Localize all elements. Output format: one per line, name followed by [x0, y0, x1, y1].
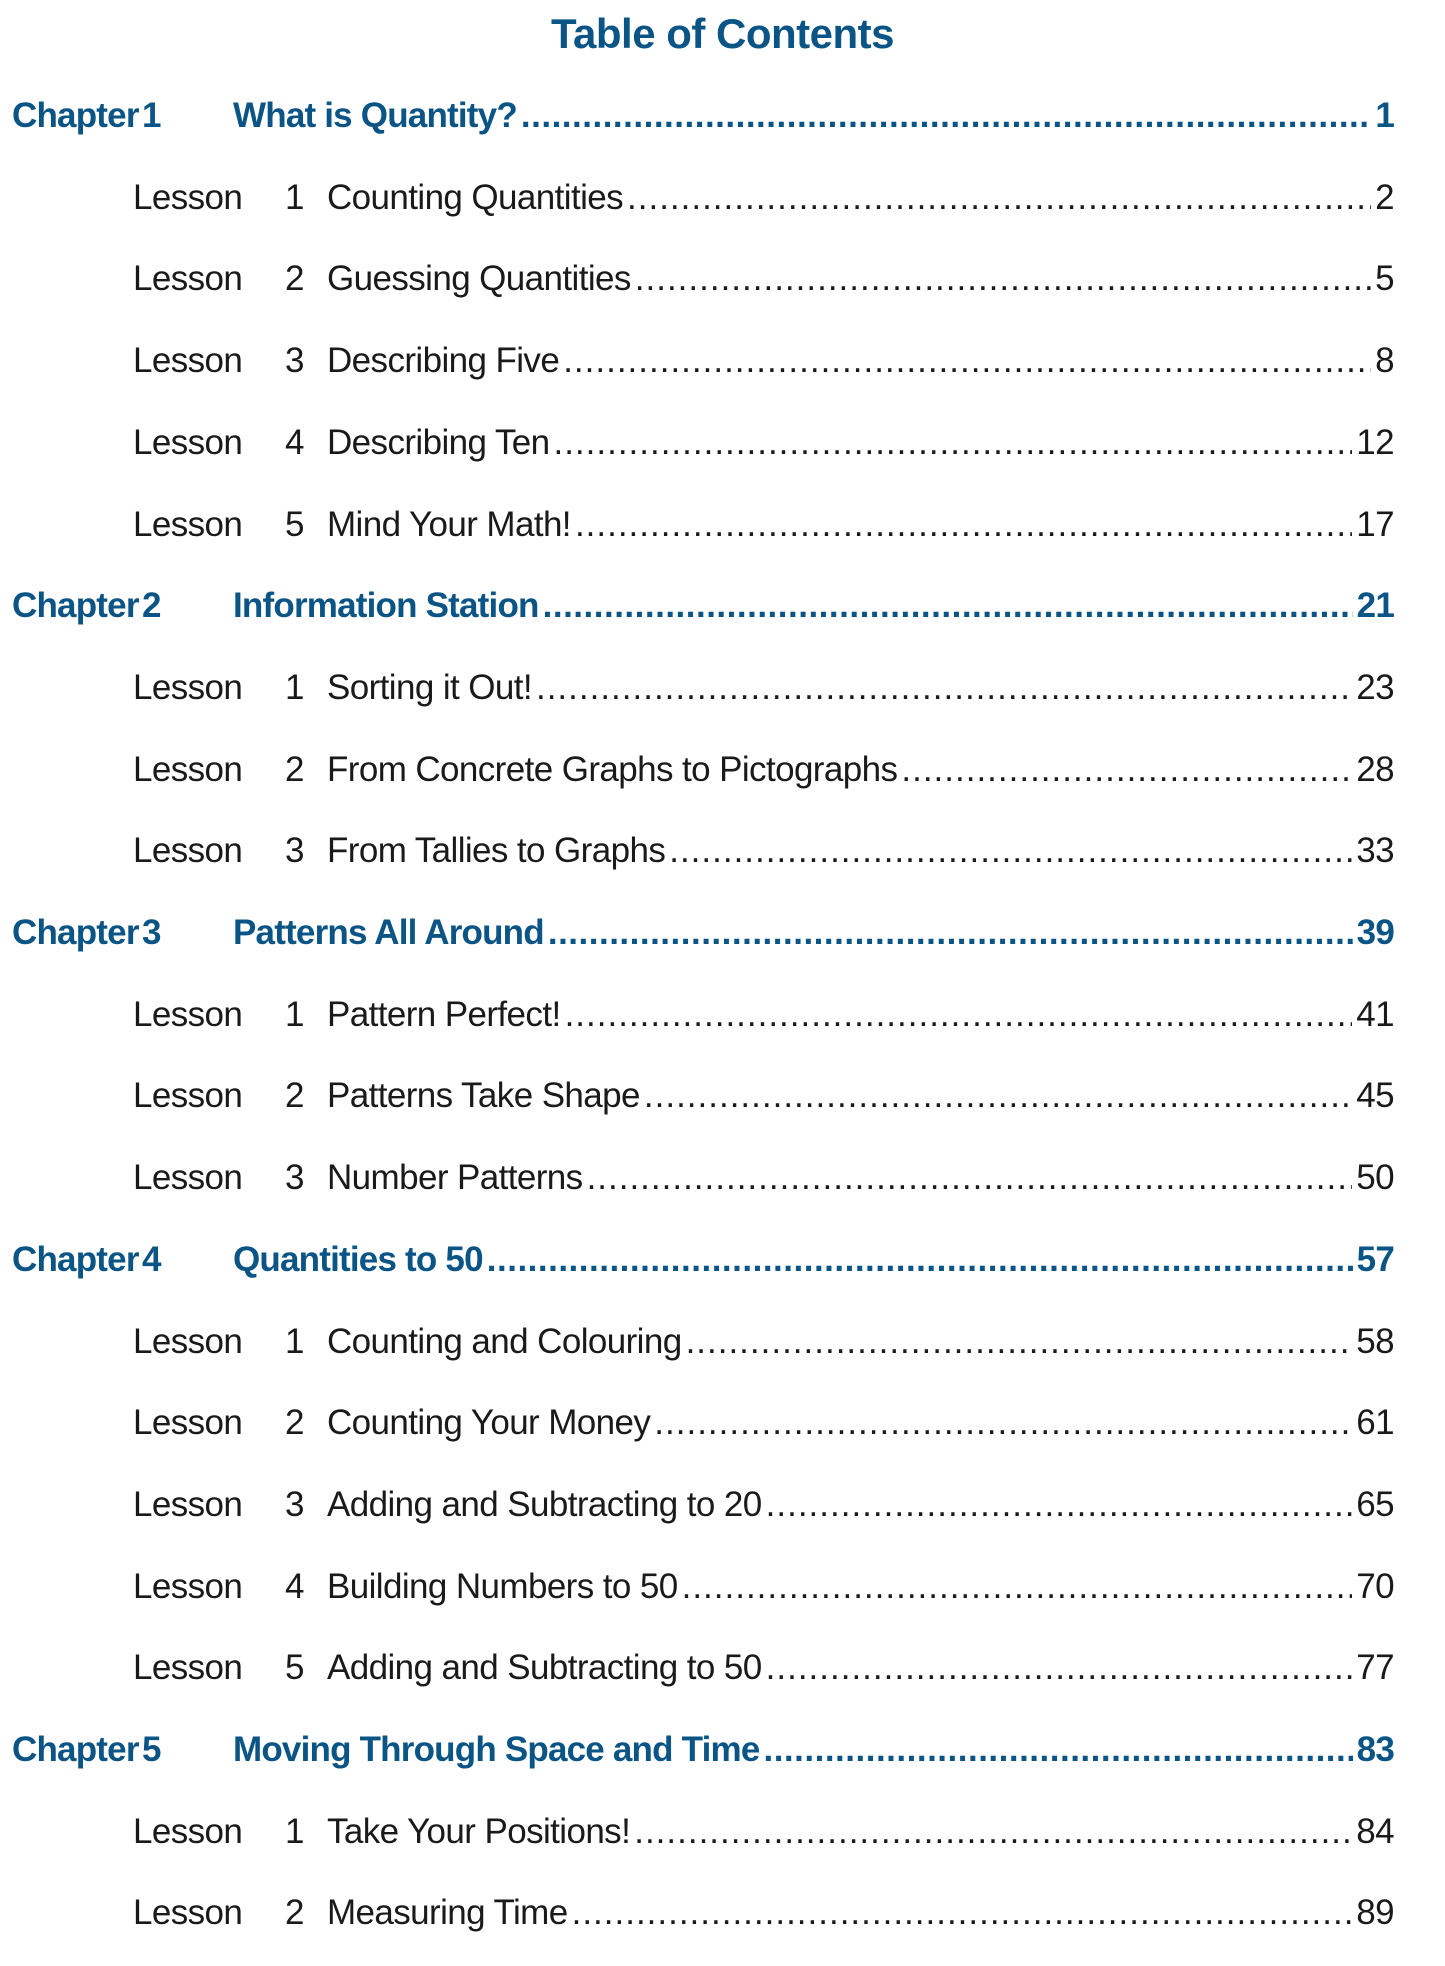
entry-number: 5 [285, 504, 304, 544]
dot-leader [682, 1567, 1353, 1607]
toc-lesson-entry[interactable] [0, 1158, 1394, 1208]
toc-chapter-entry[interactable] [0, 1730, 1394, 1780]
entry-page-number: 70 [1356, 1566, 1394, 1606]
entry-label: Chapter [12, 1730, 139, 1769]
entry-title: Mind Your Math! [327, 504, 571, 544]
entry-label: Chapter [12, 96, 139, 135]
dot-leader [563, 341, 1371, 381]
entry-page-number: 45 [1356, 1076, 1394, 1116]
dot-leader [669, 831, 1352, 871]
entry-page-number: 65 [1356, 1484, 1394, 1524]
entry-label: Lesson [133, 1321, 243, 1361]
entry-label: Lesson [133, 177, 243, 217]
entry-number: 1 [285, 1321, 304, 1361]
entry-title: Counting Quantities [327, 177, 624, 217]
entry-label: Lesson [133, 1566, 243, 1606]
entry-number: 1 [285, 1811, 304, 1851]
entry-number: 2 [285, 749, 304, 789]
entry-title: Quantities to 50 [233, 1239, 483, 1279]
entry-title: Adding and Subtracting to 50 [327, 1648, 762, 1688]
entry-page-number: 28 [1356, 749, 1394, 789]
entry-label: Lesson [133, 1076, 243, 1116]
toc-lesson-entry[interactable] [0, 995, 1394, 1045]
entry-number: 3 [285, 1158, 304, 1198]
entry-label: Lesson [133, 1484, 243, 1524]
toc-lesson-entry[interactable] [0, 1567, 1394, 1617]
dot-leader [627, 178, 1371, 218]
dot-leader [686, 1322, 1353, 1362]
dot-leader [644, 1076, 1352, 1116]
dot-leader [763, 1730, 1352, 1770]
entry-page-number: 33 [1356, 831, 1394, 871]
entry-page-number: 77 [1356, 1648, 1394, 1688]
entry-number: 5 [285, 1648, 304, 1688]
entry-number: 1 [285, 177, 304, 217]
entry-number: 1 [285, 667, 304, 707]
entry-label: Chapter [12, 1239, 139, 1279]
entry-page-number: 17 [1356, 504, 1394, 544]
dot-leader [572, 1893, 1353, 1933]
toc-lesson-entry[interactable] [0, 1322, 1394, 1372]
entry-number: 4 [285, 422, 304, 462]
entry-label: Lesson [133, 1811, 243, 1851]
entry-label: Chapter [12, 586, 139, 626]
entry-page-number: 23 [1356, 667, 1394, 707]
toc-lesson-entry[interactable] [0, 831, 1394, 881]
entry-label: Lesson [133, 1648, 243, 1688]
entry-page-number: 58 [1356, 1321, 1394, 1361]
entry-page-number: 41 [1356, 994, 1394, 1034]
entry-page-number: 84 [1356, 1811, 1394, 1851]
toc-lesson-entry[interactable] [0, 668, 1394, 718]
entry-title: Describing Five [327, 341, 560, 381]
entry-page-number: 89 [1356, 1893, 1394, 1933]
entry-label: Lesson [133, 259, 243, 299]
entry-title: Pattern Perfect! [327, 994, 561, 1034]
entry-number: 5 [142, 1730, 161, 1769]
entry-title: Patterns Take Shape [327, 1076, 640, 1116]
toc-lesson-entry[interactable] [0, 505, 1394, 555]
entry-label: Lesson [133, 831, 243, 871]
toc-lesson-entry[interactable] [0, 750, 1394, 800]
entry-number: 1 [285, 994, 304, 1034]
toc-lesson-entry[interactable] [0, 1076, 1394, 1126]
entry-page-number: 5 [1375, 259, 1394, 299]
entry-page-number: 57 [1356, 1239, 1394, 1279]
entry-title: From Tallies to Graphs [327, 831, 666, 871]
toc-lesson-entry[interactable] [0, 423, 1394, 473]
entry-title: What is Quantity? [233, 96, 517, 135]
entry-page-number: 8 [1375, 341, 1394, 381]
entry-page-number: 83 [1356, 1730, 1394, 1769]
toc-lesson-entry[interactable] [0, 259, 1394, 309]
entry-number: 2 [285, 259, 304, 299]
page-title: Table of Contents [550, 10, 895, 57]
toc-chapter-entry[interactable] [0, 1240, 1394, 1290]
entry-title: Moving Through Space and Time [233, 1730, 760, 1769]
toc-lesson-entry[interactable] [0, 1485, 1394, 1535]
entry-number: 2 [285, 1403, 304, 1443]
dot-leader [487, 1240, 1353, 1280]
entry-number: 4 [142, 1239, 161, 1279]
toc-lesson-entry[interactable] [0, 1812, 1394, 1862]
entry-label: Lesson [133, 1158, 243, 1198]
dot-leader [901, 750, 1352, 790]
entry-title: Building Numbers to 50 [327, 1566, 678, 1606]
entry-title: From Concrete Graphs to Pictographs [327, 749, 898, 789]
dot-leader [553, 423, 1352, 463]
entry-label: Lesson [133, 667, 243, 707]
entry-title: Number Patterns [327, 1158, 583, 1198]
toc-chapter-entry[interactable] [0, 96, 1394, 146]
entry-title: Measuring Time [327, 1893, 568, 1933]
entry-label: Lesson [133, 1893, 243, 1933]
dot-leader [634, 1812, 1352, 1852]
entry-label: Lesson [133, 341, 243, 381]
entry-page-number: 12 [1356, 422, 1394, 462]
dot-leader [766, 1485, 1353, 1525]
entry-page-number: 21 [1356, 586, 1394, 626]
toc-chapter-entry[interactable] [0, 586, 1394, 636]
dot-leader [536, 668, 1352, 708]
toc-lesson-entry[interactable] [0, 1648, 1394, 1698]
entry-page-number: 2 [1375, 177, 1394, 217]
dot-leader [548, 913, 1353, 953]
entry-label: Lesson [133, 749, 243, 789]
entry-title: Describing Ten [327, 422, 550, 462]
entry-label: Lesson [133, 422, 243, 462]
entry-label: Lesson [133, 504, 243, 544]
dot-leader [766, 1648, 1353, 1688]
entry-title: Patterns All Around [233, 913, 544, 952]
entry-number: 3 [142, 913, 161, 952]
toc-lesson-entry[interactable] [0, 1893, 1394, 1943]
entry-number: 3 [285, 831, 304, 871]
dot-leader [521, 96, 1371, 136]
dot-leader [565, 995, 1353, 1035]
dot-leader [635, 259, 1371, 299]
entry-number: 3 [285, 341, 304, 381]
entry-number: 2 [285, 1893, 304, 1933]
entry-number: 2 [142, 586, 161, 626]
toc-lesson-entry[interactable] [0, 178, 1394, 228]
entry-label: Lesson [133, 1403, 243, 1443]
dot-leader [575, 505, 1352, 545]
toc-chapter-entry[interactable] [0, 913, 1394, 963]
toc-lesson-entry[interactable] [0, 1403, 1394, 1453]
entry-title: Sorting it Out! [327, 667, 532, 707]
entry-title: Counting Your Money [327, 1403, 651, 1443]
entry-page-number: 39 [1356, 913, 1394, 952]
entry-page-number: 50 [1356, 1158, 1394, 1198]
entry-number: 1 [142, 96, 161, 135]
dot-leader [543, 586, 1353, 626]
entry-title: Adding and Subtracting to 20 [327, 1484, 762, 1524]
dot-leader [587, 1158, 1353, 1198]
entry-page-number: 61 [1356, 1403, 1394, 1443]
entry-title: Guessing Quantities [327, 259, 631, 299]
entry-number: 2 [285, 1076, 304, 1116]
entry-title: Information Station [233, 586, 539, 626]
dot-leader [654, 1403, 1352, 1443]
toc-lesson-entry[interactable] [0, 341, 1394, 391]
entry-title: Take Your Positions! [327, 1811, 631, 1851]
entry-number: 3 [285, 1484, 304, 1524]
entry-title: Counting and Colouring [327, 1321, 682, 1361]
entry-label: Lesson [133, 994, 243, 1034]
entry-page-number: 1 [1375, 96, 1394, 135]
entry-label: Chapter [12, 913, 139, 952]
entry-number: 4 [285, 1566, 304, 1606]
